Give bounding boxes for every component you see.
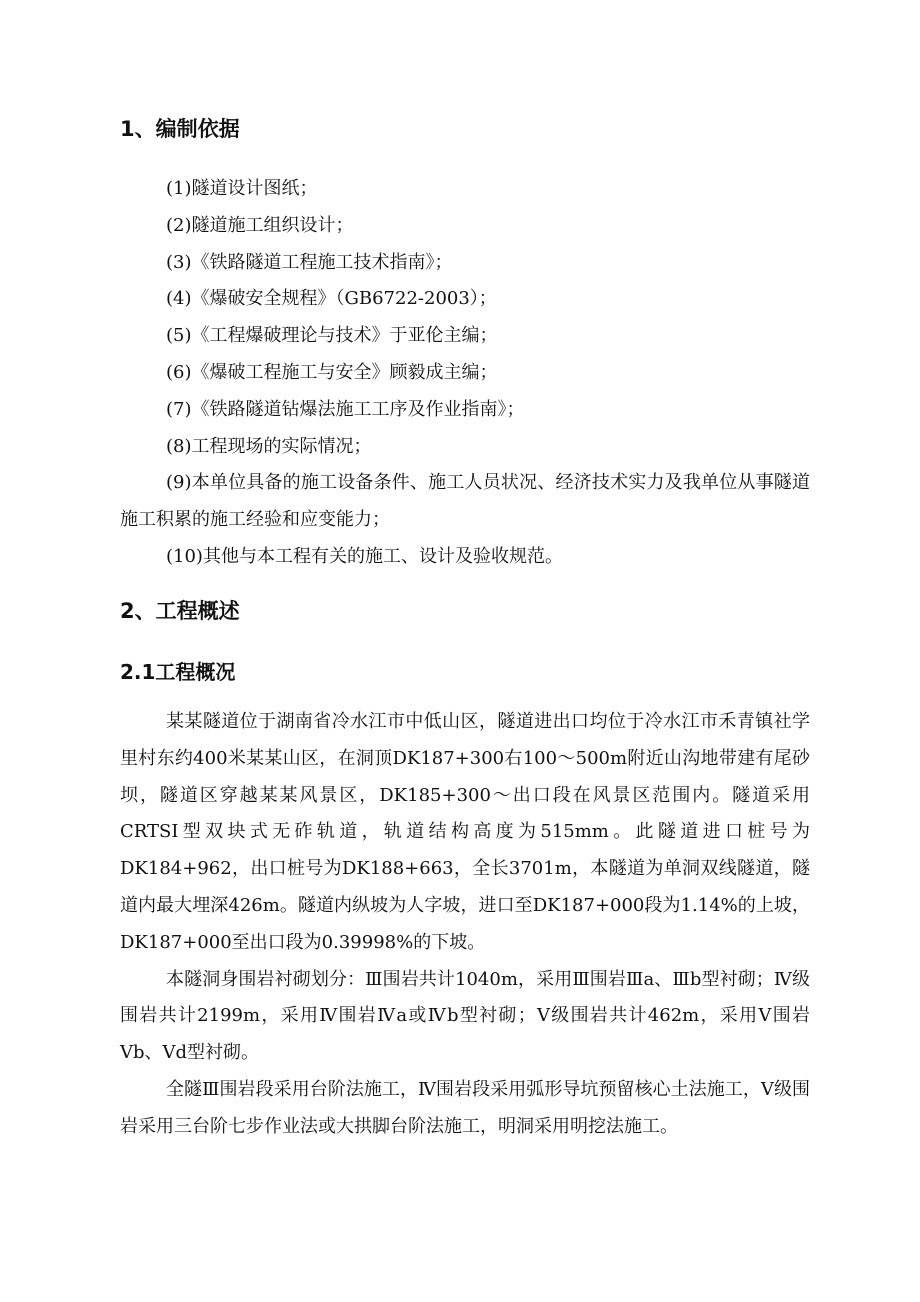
reference-item: (1)隧道设计图纸； [166, 178, 318, 199]
reference-list [120, 171, 810, 576]
section-heading-overview: 2、工程概述 [120, 599, 240, 623]
reference-item: (3)《铁路隧道工程施工技术指南》； [166, 251, 453, 273]
reference-item: (8)工程现场的实际情况； [166, 435, 372, 457]
reference-item: (10)其他与本工程有关的施工、设计及验收规范。 [166, 545, 563, 567]
reference-item: (5)《工程爆破理论与技术》于亚伦主编； [166, 325, 498, 347]
reference-item: (2)隧道施工组织设计； [166, 214, 354, 236]
overview-body [120, 704, 810, 1146]
overview-paragraph: 全隧Ⅲ围岩段采用台阶法施工，Ⅳ围岩段采用弧形导坑预留核心土法施工，Ⅴ级围岩采用三台阶七步作业法或大拱脚台阶法施工，明洞采用明挖法施工。 [120, 1078, 810, 1137]
subsection-heading-project-overview: 2.1工程概况 [120, 660, 236, 684]
reference-item: (6)《爆破工程施工与安全》顾毅成主编； [166, 361, 498, 383]
reference-item: (9)本单位具备的施工设备条件、施工人员状况、经济技术实力及我单位从事隧道施工积累的施工经验和应变能力； [120, 472, 810, 531]
overview-paragraph: 某某隧道位于湖南省冷水江市中低山区，隧道进出口均位于冷水江市禾青镇社学里村东约400米某某山区，在洞顶DK187+300右100～500m附近山沟地带建有尾砂坝，隧道区穿越某某风景区，DK185+300～出口段在风景区范围内。隧道采用CRTSI型双块式无砟轨道，轨道结构高度为515mm。此隧道进口桩号为DK184+962，出口桩号为DK188+663，全长3701m，本隧道为单洞双线隧道，隧道内最大埋深426m。隧道内纵坡为人字坡，进口至DK187+000段为1.14%的上坡，DK187+000至出口段为0.39998%的下坡。 [120, 711, 810, 953]
section-heading-basis: 1、编制依据 [120, 117, 240, 141]
reference-item: (4)《爆破安全规程》（GB6722-2003）； [166, 288, 497, 310]
reference-item: (7)《铁路隧道钻爆法施工工序及作业指南》； [166, 398, 525, 420]
overview-paragraph: 本隧洞身围岩衬砌划分：Ⅲ围岩共计1040m，采用Ⅲ围岩Ⅲa、Ⅲb型衬砌；Ⅳ级围岩共计2199m，采用Ⅳ围岩Ⅳa或Ⅳb型衬砌；Ⅴ级围岩共计462m，采用Ⅴ围岩Ⅴb、Ⅴd型衬砌。 [120, 968, 810, 1064]
